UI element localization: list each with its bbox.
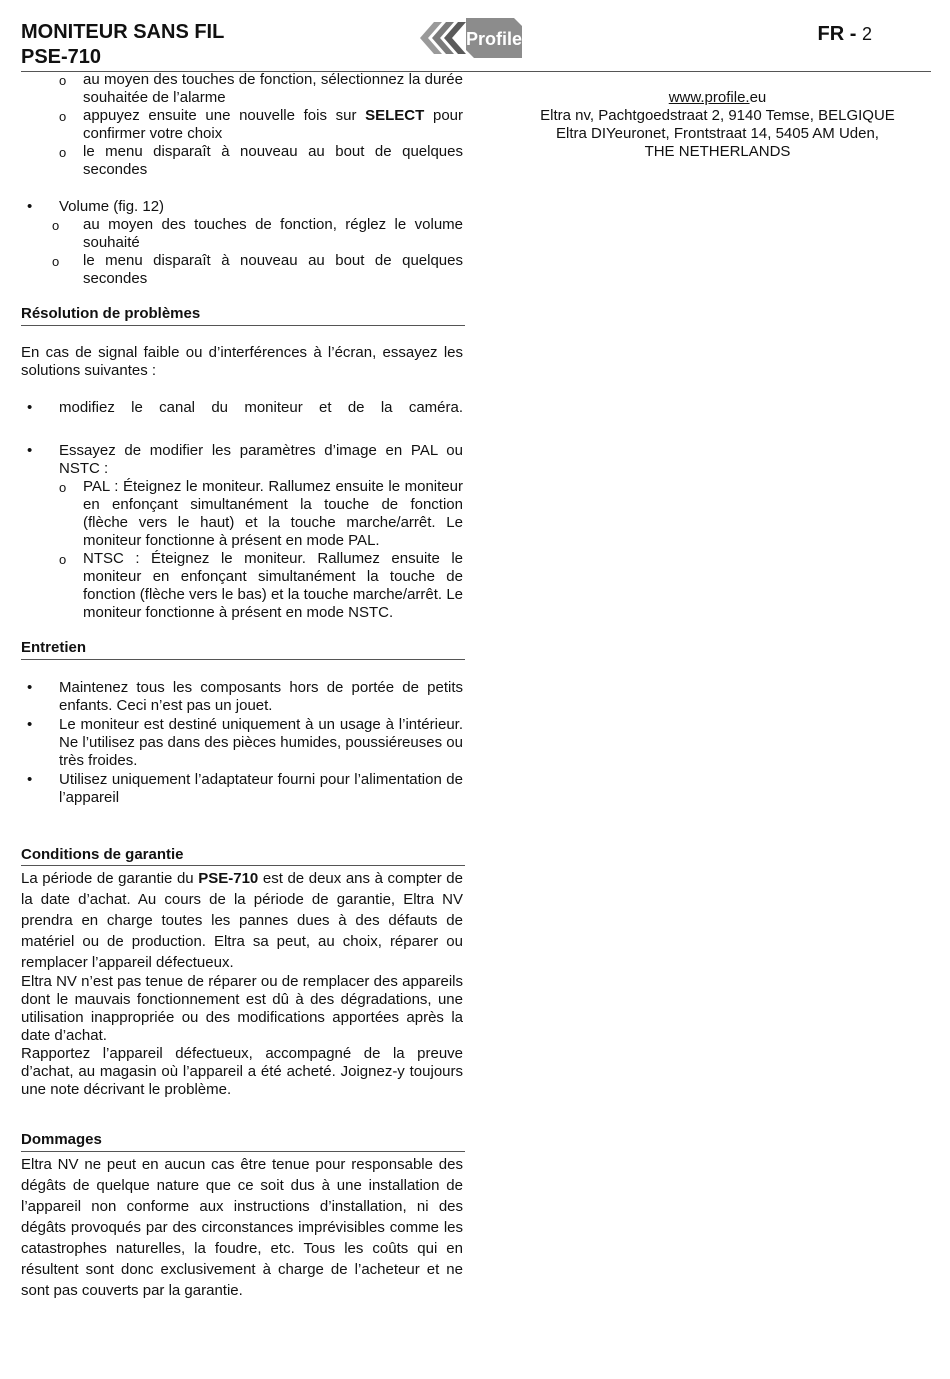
website-tld: eu <box>749 89 767 106</box>
section-divider <box>21 659 465 660</box>
alarm-item-3: le menu disparaît à nouveau au bout de quelques secondes <box>83 143 463 178</box>
warranty-paragraph-3: Rapportez l’appareil défectueux, accompagné de la preuve d’achat, au magasin où l’appareil a été acheté. Joignez-y toujours une note décrivant le problème. <box>21 1045 463 1098</box>
maintenance-item-1: Maintenez tous les composants hors de portée de petits enfants. Ceci n’est pas un jouet. <box>59 679 463 714</box>
sub-bullet-icon: o <box>59 109 67 124</box>
language-code: FR <box>817 23 845 45</box>
maintenance-item-3: Utilisez uniquement l’adaptateur fourni pour l’alimentation de l’appareil <box>59 771 463 806</box>
bullet-icon: • <box>27 198 33 215</box>
ntsc-instructions: NTSC : Éteignez le moniteur. Rallumez ensuite le moniteur en enfonçant simultanément la touche de fonction (flèche vers le bas) et la touche marche/arrêt. Le moniteur fonctionne à présent en mode NSTC. <box>83 550 463 621</box>
logo-text: Profile <box>465 29 523 49</box>
page-separator: - <box>844 23 862 45</box>
model-number: PSE-710 <box>21 46 102 68</box>
bullet-icon: • <box>27 442 33 459</box>
bullet-icon: • <box>27 399 33 416</box>
troubleshooting-bullet-1: modifiez le canal du moniteur et de la caméra. <box>59 399 463 416</box>
sub-bullet-icon: o <box>59 552 67 567</box>
page-indicator <box>818 22 872 46</box>
maintenance-item-2: Le moniteur est destiné uniquement à un usage à l’intérieur. Ne l’utilisez pas dans des pièces humides, poussiéreuses ou très froides. <box>59 716 463 769</box>
sub-bullet-icon: o <box>59 145 67 160</box>
website-link[interactable]: www.profile. <box>668 89 750 106</box>
warranty-paragraph-1: La période de garantie du PSE-710 est de deux ans à compter de la date d’achat. Au cours de la période de garantie, Eltra NV prendra en charge toutes les pannes dues à des défauts de matériel ou de production. Eltra sa peut, au choix, réparer ou remplacer l’appareil défectueux. <box>21 870 463 971</box>
troubleshooting-heading: Résolution de problèmes <box>21 305 201 322</box>
volume-item-2: le menu disparaît à nouveau au bout de quelques secondes <box>83 252 463 287</box>
volume-label: Volume (fig. 12) <box>59 198 165 215</box>
section-divider <box>21 1151 465 1152</box>
sub-bullet-icon: o <box>52 218 60 233</box>
bullet-icon: • <box>27 679 33 696</box>
warranty-heading: Conditions de garantie <box>21 846 184 863</box>
warranty-body <box>21 868 463 1099</box>
contact-block <box>520 89 915 161</box>
sub-bullet-icon: o <box>52 254 60 269</box>
sub-bullet-icon: o <box>59 480 67 495</box>
damages-heading: Dommages <box>21 1131 102 1148</box>
address-netherlands: Eltra DIYeuronet, Frontstraat 14, 5405 AM Uden, <box>556 125 879 142</box>
alarm-item-1: au moyen des touches de fonction, sélectionnez la durée souhaitée de l’alarme <box>83 71 463 106</box>
page-number: 2 <box>861 24 872 44</box>
pal-instructions: PAL : Éteignez le moniteur. Rallumez ensuite le moniteur en enfonçant simultanément la touche de fonction (flèche vers le haut) et la touche marche/arrêt. Le moniteur fonctionne à présent en mode PAL. <box>83 478 463 549</box>
select-keyword: SELECT <box>365 107 425 124</box>
damages-text: Eltra NV ne peut en aucun cas être tenue pour responsable des dégâts de quelque nature que ce soit dus à une installation de l’appareil non conforme aux instructions d’installation, ni des dégâts provoqués par des circonstances imprévisibles comme les catastrophes naturelles, la foudre, etc. Tous les coûts qui en résultent sont donc exclusivement à charge de l’acheteur et ne sont pas couverts par la garantie. <box>21 1156 463 1299</box>
troubleshooting-bullet-2: Essayez de modifier les paramètres d’image en PAL ou NSTC : <box>59 442 463 477</box>
bullet-icon: • <box>27 771 33 788</box>
damages-body <box>21 1154 463 1301</box>
volume-item-1: au moyen des touches de fonction, réglez le volume souhaité <box>83 216 463 251</box>
profile-logo <box>404 12 528 64</box>
section-divider <box>21 325 465 326</box>
warranty-model: PSE-710 <box>198 870 259 887</box>
document-title: MONITEUR SANS FIL <box>21 21 225 43</box>
bullet-icon: • <box>27 716 33 733</box>
address-country: THE NETHERLANDS <box>644 143 791 160</box>
section-divider <box>21 865 465 866</box>
address-belgium: Eltra nv, Pachtgoedstraat 2, 9140 Temse, BELGIQUE <box>540 107 895 124</box>
troubleshooting-intro: En cas de signal faible ou d’interférences à l’écran, essayez les solutions suivantes : <box>21 344 463 379</box>
maintenance-heading: Entretien <box>21 639 87 656</box>
alarm-item-2: appuyez ensuite une nouvelle fois sur SELECT pour confirmer votre choix <box>83 107 463 142</box>
warranty-paragraph-2: Eltra NV n’est pas tenue de réparer ou de remplacer des appareils dont le mauvais fonctionnement est dû à des dégradations, une utilisation inappropriée ou des modifications apportées après la date d’achat. <box>21 973 463 1044</box>
sub-bullet-icon: o <box>59 73 67 88</box>
